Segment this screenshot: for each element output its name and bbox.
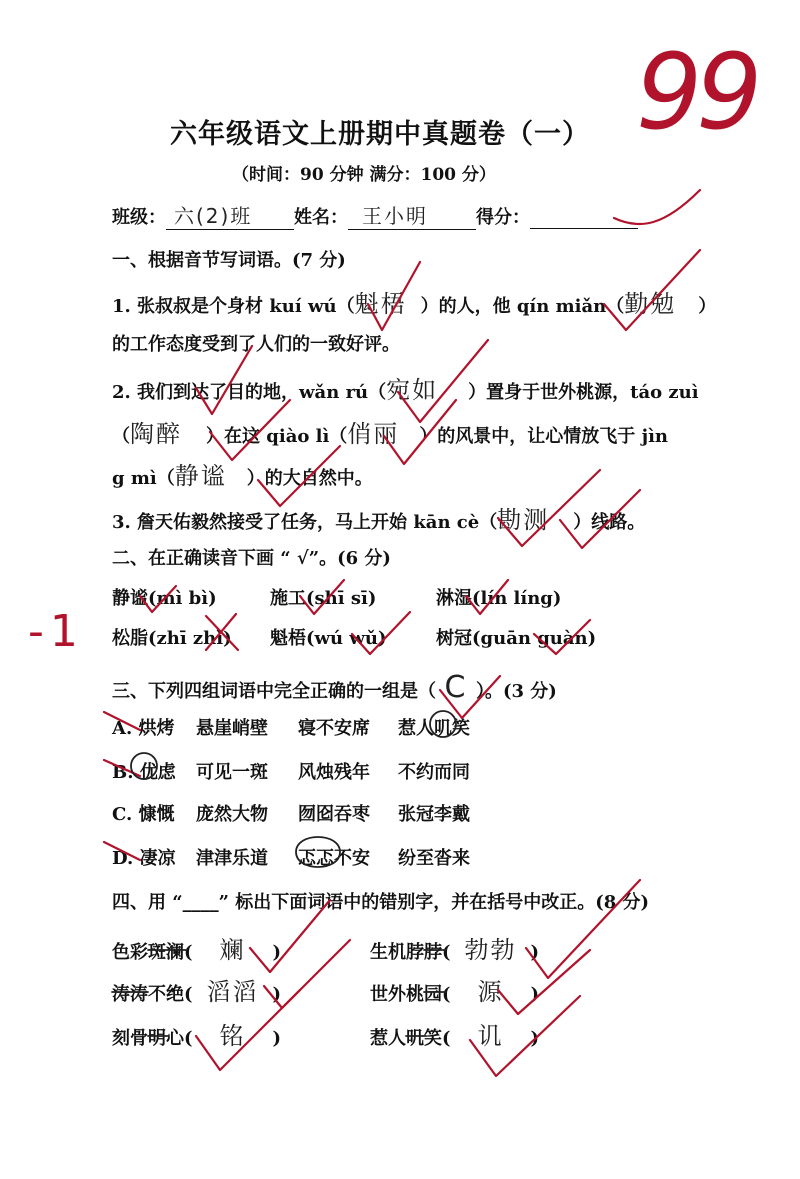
section2-heading: 二、在正确读音下画 “ √”。(6 分) — [112, 548, 391, 569]
q2-text-a: 2. 我们到达了目的地，wǎn rú（ — [112, 382, 387, 403]
pinyin-item: 树冠(guān guàn) — [436, 628, 597, 649]
typo-item: 惹人叽笑( 讥 ) — [370, 1016, 539, 1051]
q2-text-b: ）置身于世外桃源，táo zuì — [468, 382, 699, 403]
answer-choice: C — [444, 670, 468, 705]
pinyin-item: 魁梧(wú wǔ) — [270, 628, 387, 649]
class-label: 班级： — [112, 207, 166, 228]
q1-text-b: ）的人，他 qín miǎn（ — [420, 296, 625, 317]
answer-kuiwu: 魁梧 — [354, 290, 407, 318]
question-3 — [112, 500, 645, 535]
typo-word: 涛涛不绝 — [112, 984, 184, 1005]
q3-text-a: 3. 詹天佑毅然接受了任务，马上开始 kān cè（ — [112, 512, 498, 533]
choice-cell: B. 优虑 — [112, 762, 176, 783]
class-field — [166, 200, 294, 230]
q1-text-a: 1. 张叔叔是个身材 kuí wú（ — [112, 296, 355, 317]
typo-word: 生机脖脖 — [370, 942, 442, 963]
typo-item: 世外桃园( 源 ) — [370, 972, 539, 1007]
section3-heading — [112, 670, 557, 705]
typo-item: 涛涛不绝( 滔滔 ) — [112, 972, 281, 1007]
choice-cell: 张冠李戴 — [398, 804, 470, 825]
score-handwritten: 99 — [636, 31, 757, 153]
section3-heading-b: ）。(3 分) — [476, 681, 557, 702]
choice-cell: 囫囵吞枣 — [298, 804, 370, 825]
answer-wanru: 宛如 — [386, 376, 439, 404]
q2-text-f: g mì（ — [112, 468, 175, 489]
typo-correction: 勃勃 — [464, 936, 517, 964]
pinyin-item: 施工(shī sī) — [270, 588, 377, 609]
score-label: 得分： — [476, 207, 530, 228]
typo-correction: 滔滔 — [206, 978, 259, 1006]
choice-cell: 悬崖峭壁 — [196, 718, 268, 739]
typo-item: 色彩斑澜( 斓 ) — [112, 930, 281, 965]
answer-taozui: 陶醉 — [130, 420, 182, 448]
choice-cell: 寝不安席 — [298, 718, 370, 739]
student-info-row — [112, 200, 638, 230]
question-1 — [112, 284, 716, 319]
answer-kance: 勘测 — [497, 506, 550, 534]
choice-cell: D. 凄凉 — [112, 848, 176, 869]
choice-cell: C. 慷慨 — [112, 804, 175, 825]
class-value: 六(2)班 — [174, 204, 253, 228]
pinyin-item: 松脂(zhī zhǐ) — [112, 628, 232, 649]
question-2-line2 — [112, 414, 668, 449]
typo-item: 生机脖脖( 勃勃 ) — [370, 930, 539, 965]
score-field — [530, 207, 638, 229]
question-1-line2: 的工作态度受到了人们的一致好评。 — [112, 334, 400, 355]
choice-cell: 风烛残年 — [298, 762, 370, 783]
q2-text-d: ）在这 qiào lì（ — [206, 426, 348, 447]
choice-cell: 庞然大物 — [196, 804, 268, 825]
typo-correction: 讥 — [477, 1022, 504, 1050]
section3-heading-a: 三、下列四组词语中完全正确的一组是（ — [112, 681, 436, 702]
question-2-line3 — [112, 456, 373, 491]
page-title: 六年级语文上册期中真题卷（一） — [170, 119, 590, 150]
name-label: 姓名： — [294, 207, 348, 228]
section1-heading: 一、根据音节写词语。(7 分) — [112, 250, 346, 271]
question-2 — [112, 370, 699, 405]
q3-text-b: ）线路。 — [573, 512, 646, 533]
choice-row — [112, 758, 470, 784]
q2-text-e: ）的风景中，让心情放飞于 jìn — [419, 426, 669, 447]
choice-cell: 纷至沓来 — [398, 848, 470, 869]
q2-text-c: （ — [112, 426, 130, 447]
typo-item: 刻骨明心( 铭 ) — [112, 1016, 281, 1051]
choice-cell: A. 烘烤 — [112, 718, 175, 739]
q2-text-g: ）的大自然中。 — [246, 468, 373, 489]
answer-jingmi: 静谧 — [174, 462, 227, 490]
name-field — [348, 200, 476, 230]
pinyin-item: 淋湿(lín líng) — [436, 588, 562, 609]
answer-qiaoli: 俏丽 — [347, 420, 400, 448]
choice-cell: 津津乐道 — [196, 848, 268, 869]
choice-cell: 忑忑不安 — [298, 848, 370, 869]
choice-row — [112, 844, 470, 870]
choice-cell: 可见一斑 — [196, 762, 268, 783]
answer-qinmian: 勤勉 — [624, 290, 677, 318]
deduction-mark: -1 — [28, 606, 84, 657]
pinyin-item: 静谧(mì bì) — [112, 588, 217, 609]
typo-word: 世外桃园 — [370, 984, 442, 1005]
section4-heading: 四、用 “____” 标出下面词语中的错别字，并在括号中改正。(8 分) — [112, 892, 650, 913]
choice-cell: 惹人叽笑 — [398, 718, 470, 739]
q1-text-c: ） — [698, 296, 717, 317]
exam-info: （时间：90 分钟 满分：100 分） — [232, 165, 496, 185]
name-value: 王小明 — [362, 204, 428, 228]
typo-correction: 斓 — [219, 936, 246, 964]
typo-word: 色彩斑澜 — [112, 942, 184, 963]
choice-row — [112, 800, 470, 826]
typo-correction: 铭 — [219, 1022, 246, 1050]
typo-word: 惹人叽笑 — [370, 1028, 442, 1049]
choice-cell: 不约而同 — [398, 762, 470, 783]
typo-word: 刻骨明心 — [112, 1028, 184, 1049]
choice-row — [112, 714, 470, 740]
typo-correction: 源 — [477, 978, 504, 1006]
